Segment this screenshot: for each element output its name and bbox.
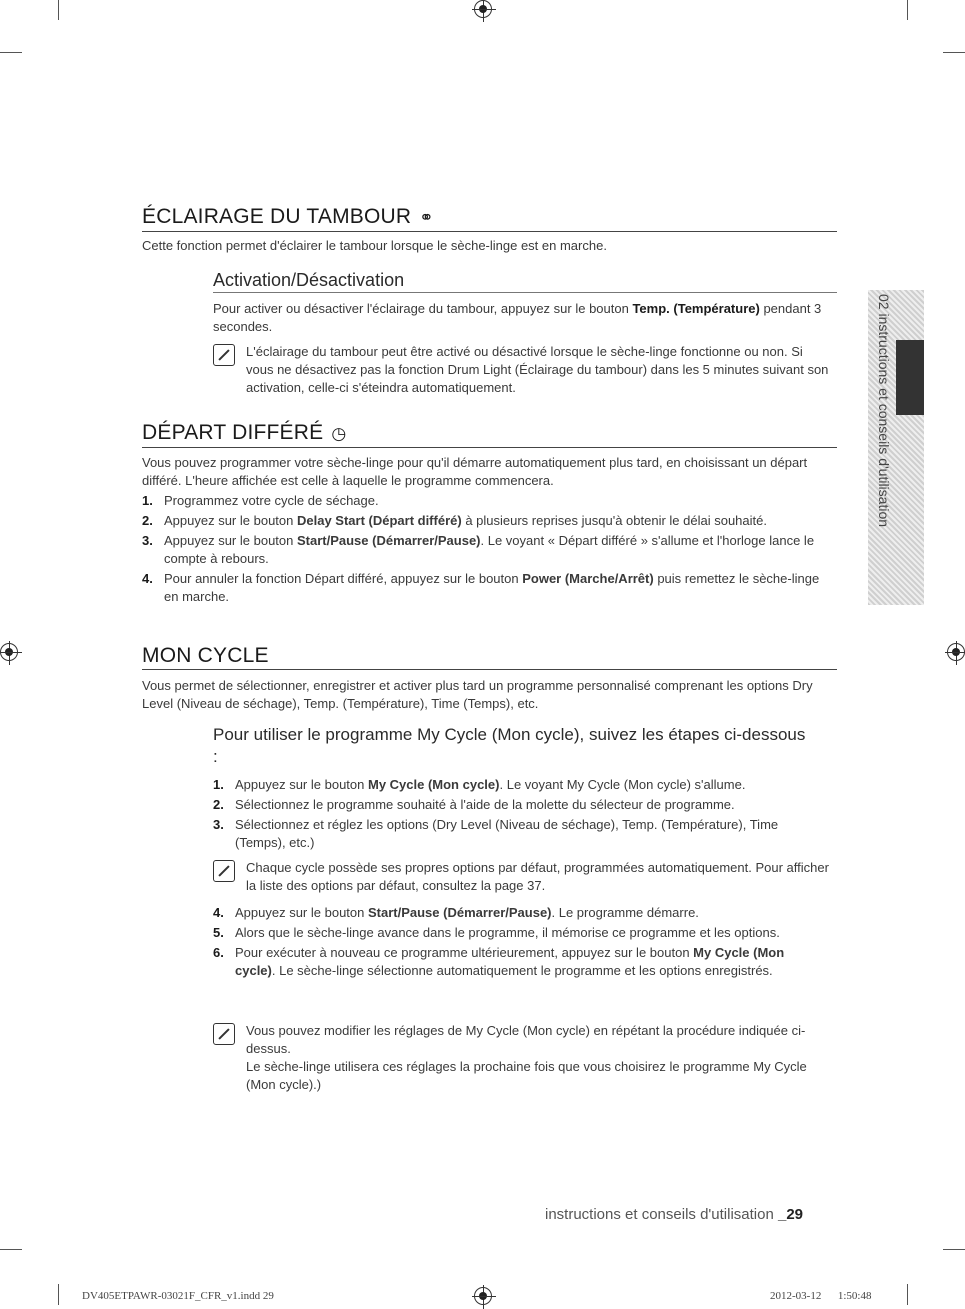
- button-name: My Cycle (Mon cycle): [235, 945, 785, 978]
- list-item: [142, 570, 832, 606]
- chapter-marker: [896, 340, 924, 415]
- subsection-title: Activation/Désactivation: [213, 269, 837, 293]
- step-number: 2.: [142, 513, 153, 528]
- step-text: Pour exécuter à nouveau ce programme ultérieurement, appuyez sur le bouton: [235, 945, 694, 960]
- crop-mark: [0, 52, 22, 53]
- registration-mark-icon: [474, 0, 492, 18]
- section-title-text: ÉCLAIRAGE DU TAMBOUR: [142, 205, 412, 228]
- crop-mark: [907, 0, 908, 20]
- step-number: 1.: [213, 777, 224, 792]
- registration-mark-icon: [947, 643, 965, 661]
- step-number: 4.: [213, 905, 224, 920]
- crop-mark: [0, 1249, 22, 1250]
- crop-mark: [943, 1249, 965, 1250]
- step-text: Alors que le sèche-linge avance dans le programme, il mémorise ce programme et les options.: [235, 925, 780, 940]
- section-title-text: DÉPART DIFFÉRÉ: [142, 421, 324, 444]
- list-item: [213, 924, 823, 942]
- button-name: My Cycle (Mon cycle): [367, 777, 500, 792]
- list-item: [213, 776, 823, 794]
- text: pendant 3 secondes.: [213, 301, 822, 334]
- list-item: [142, 492, 832, 510]
- bold-text: Temp. (Température): [632, 301, 760, 316]
- note: [246, 343, 831, 397]
- step-text: Appuyez sur le bouton: [164, 513, 297, 528]
- step-number: 6.: [213, 945, 224, 960]
- step-text: . Le programme démarre.: [551, 905, 699, 920]
- step-number: 4.: [142, 571, 153, 586]
- crop-mark: [58, 1284, 59, 1305]
- list-item: [142, 532, 832, 568]
- registration-mark-icon: [474, 1287, 492, 1305]
- step-text: . Le voyant « Départ différé » s'allume et l'horloge lance le compte à rebours.: [164, 533, 815, 566]
- steps-list: [142, 492, 832, 608]
- step-text: Sélectionnez le programme souhaité à l'aide de la molette du sélecteur de programme.: [235, 797, 735, 812]
- step-text: Appuyez sur le bouton: [235, 777, 368, 792]
- list-item: [142, 512, 832, 530]
- step-text: Sélectionnez et réglez les options (Dry Level (Niveau de séchage), Temp. (Température), Time (Temps), etc.): [235, 817, 779, 850]
- crop-mark: [58, 0, 59, 20]
- clock-icon: ◷: [331, 424, 347, 443]
- section-intro: Cette fonction permet d'éclairer le tambour lorsque le sèche-linge est en marche.: [142, 238, 607, 253]
- button-name: Start/Pause (Démarrer/Pause): [296, 533, 481, 548]
- section-title-text: MON CYCLE: [142, 644, 269, 667]
- step-number: 5.: [213, 925, 224, 940]
- registration-mark-icon: [0, 643, 18, 661]
- paragraph: [213, 300, 838, 336]
- step-text: Appuyez sur le bouton: [164, 533, 297, 548]
- chapter-label: 02 instructions et conseils d'utilisation: [876, 294, 892, 528]
- page-footer: [545, 1206, 803, 1223]
- footer-text: instructions et conseils d'utilisation: [545, 1206, 778, 1223]
- note-pencil-icon: [213, 344, 235, 366]
- list-item: [213, 944, 823, 980]
- section-title-eclairage: [142, 205, 837, 232]
- step-text: . Le voyant My Cycle (Mon cycle) s'allume.: [499, 777, 746, 792]
- note-text: Vous pouvez modifier les réglages de My Cycle (Mon cycle) en répétant la procédure indiquée ci-dessus.: [246, 1023, 806, 1056]
- step-text: à plusieurs reprises jusqu'à obtenir le délai souhaité.: [461, 513, 767, 528]
- list-item: [213, 904, 823, 922]
- step-text: Programmez votre cycle de séchage.: [164, 493, 379, 508]
- step-text: Pour annuler la fonction Départ différé, appuyez sur le bouton: [164, 571, 523, 586]
- page-number: _29: [777, 1206, 804, 1223]
- chapter-side-tab: [868, 290, 924, 605]
- step-number: 1.: [142, 493, 153, 508]
- procedure-heading: Pour utiliser le programme My Cycle (Mon cycle), suivez les étapes ci-dessous :: [213, 725, 806, 766]
- step-text: puis remettez le sèche-linge en marche.: [164, 571, 820, 604]
- button-name: Start/Pause (Démarrer/Pause): [367, 905, 552, 920]
- section-title-depart: [142, 421, 837, 448]
- step-number: 3.: [213, 817, 224, 832]
- section-intro: Vous pouvez programmer votre sèche-linge pour qu'il démarre automatiquement plus tard, en choisissant un départ différé. L'heure affichée est celle à laquelle le programme commencera.: [142, 455, 808, 488]
- steps-list: [213, 904, 823, 982]
- note-pencil-icon: [213, 860, 235, 882]
- step-text: Appuyez sur le bouton: [235, 905, 368, 920]
- crop-mark: [943, 52, 965, 53]
- list-item: [213, 816, 823, 852]
- note: [246, 859, 831, 895]
- crop-mark: [907, 1284, 908, 1305]
- text: Pour activer ou désactiver l'éclairage du tambour, appuyez sur le bouton: [213, 301, 633, 316]
- light-bulb-icon: ⚭: [419, 208, 434, 227]
- note-text: L'éclairage du tambour peut être activé ou désactivé lorsque le sèche-linge fonctionne ou non. Si vous ne désactivez pas la fonction Drum Light (Éclairage du tambour) dans les 5 minutes suivant son activation, celle-ci s'éteindra automatiquement.: [246, 344, 829, 395]
- list-item: [213, 796, 823, 814]
- step-number: 3.: [142, 533, 153, 548]
- step-text: . Le sèche-linge sélectionne automatiquement le programme et les options enregistrés.: [271, 963, 773, 978]
- slug-date: 2012-03-12 1:50:48: [770, 1290, 872, 1302]
- note-pencil-icon: [213, 1023, 235, 1045]
- section-intro: Vous permet de sélectionner, enregistrer et activer plus tard un programme personnalisé comprenant les options Dry Level (Niveau de séchage), Temp. (Température), Time (Temps), etc.: [142, 678, 813, 711]
- step-number: 2.: [213, 797, 224, 812]
- note: [246, 1022, 836, 1094]
- steps-list: [213, 776, 823, 854]
- button-name: Delay Start (Départ différé): [296, 513, 462, 528]
- note-text: Chaque cycle possède ses propres options par défaut, programmées automatiquement. Pour afficher la liste des options par défaut, consultez la page 37.: [246, 860, 829, 893]
- note-text: Le sèche-linge utilisera ces réglages la prochaine fois que vous choisirez le programme My Cycle (Mon cycle).): [246, 1059, 807, 1092]
- section-title-moncycle: [142, 644, 837, 670]
- slug-file: DV405ETPAWR-03021F_CFR_v1.indd 29: [82, 1290, 274, 1302]
- button-name: Power (Marche/Arrêt): [522, 571, 654, 586]
